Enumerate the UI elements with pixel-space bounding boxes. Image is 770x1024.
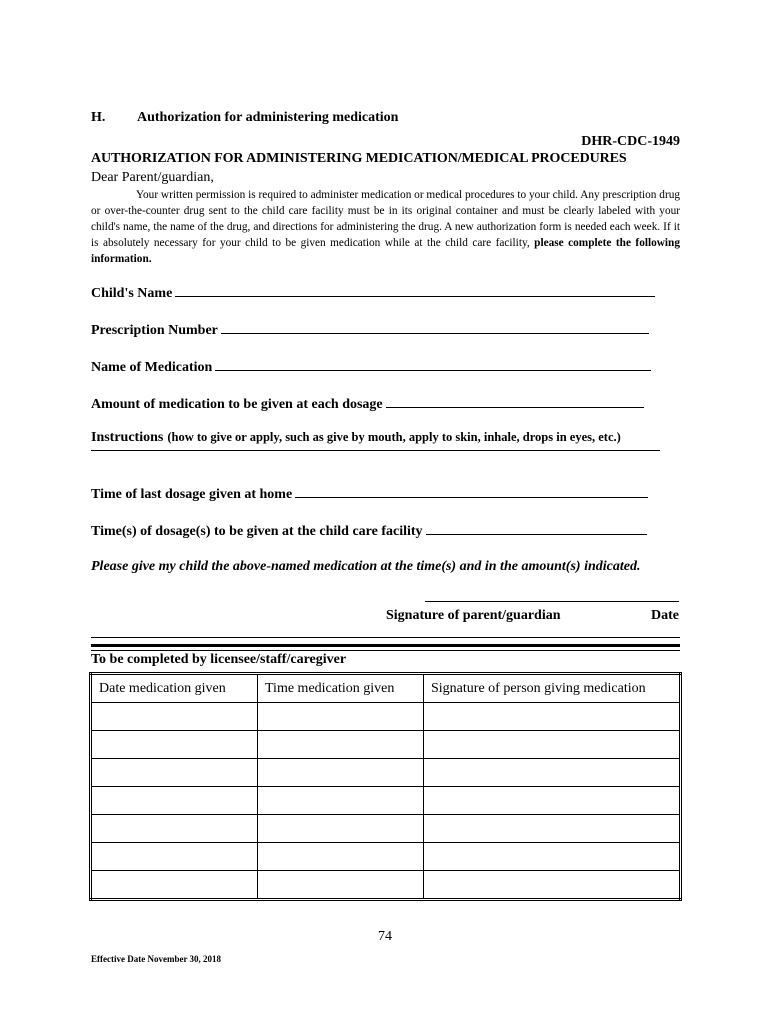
table-row (91, 815, 681, 843)
table-header-row (91, 674, 681, 703)
table-row (91, 843, 681, 871)
signature-label: Signature of parent/guardian (386, 608, 561, 623)
section-heading (91, 110, 398, 126)
staff-section-heading: To be completed by licensee/staff/caregiver (91, 652, 347, 667)
prescription-number-label: Prescription Number (91, 323, 218, 338)
prescription-number-field (91, 321, 649, 339)
column-header-time: Time medication given (258, 674, 424, 703)
last-dosage-label: Time of last dosage given at home (91, 487, 293, 502)
signature-cell[interactable] (424, 815, 681, 843)
instructions-input-line[interactable] (91, 450, 660, 451)
table-row (91, 703, 681, 731)
intro-text: Your written permission is required to administer medication or medical procedures to your child. Any prescription drug or over-the-counter drug sent to the child care facility must be in its original container and must be clearly labeled with your child's name, the name of the drug, and directions for administering the drug. A new authorization form is needed each week. If it is absolutely necessary for your child to be given medication while at the child care facility, (91, 189, 680, 249)
date-cell[interactable] (91, 759, 258, 787)
table-row (91, 759, 681, 787)
date-cell[interactable] (91, 731, 258, 759)
dosage-times-field (91, 522, 647, 540)
table-row (91, 787, 681, 815)
signature-cell[interactable] (424, 871, 681, 900)
date-label: Date (651, 608, 679, 623)
separator-line (91, 637, 680, 638)
signature-cell[interactable] (424, 703, 681, 731)
signature-cell[interactable] (424, 731, 681, 759)
medication-name-input-line[interactable] (215, 358, 651, 371)
time-cell[interactable] (258, 759, 424, 787)
table-row (91, 871, 681, 900)
signature-input-line[interactable] (425, 601, 679, 602)
child-name-input-line[interactable] (175, 284, 655, 297)
last-dosage-input-line[interactable] (295, 485, 648, 498)
salutation: Dear Parent/guardian, (91, 170, 214, 185)
time-cell[interactable] (258, 871, 424, 900)
effective-date-footer: Effective Date November 30, 2018 (91, 954, 222, 964)
instructions-label: Instructions (91, 430, 164, 445)
amount-label: Amount of medication to be given at each dosage (91, 397, 383, 412)
signature-cell[interactable] (424, 843, 681, 871)
child-name-field (91, 284, 655, 302)
time-cell[interactable] (258, 843, 424, 871)
amount-input-line[interactable] (386, 395, 644, 408)
authorization-statement: Please give my child the above-named medication at the time(s) and in the amount(s) indicated. (91, 559, 641, 574)
date-cell[interactable] (91, 843, 258, 871)
signature-cell[interactable] (424, 759, 681, 787)
date-cell[interactable] (91, 871, 258, 900)
time-cell[interactable] (258, 731, 424, 759)
dosage-times-input-line[interactable] (426, 522, 647, 535)
dosage-times-label: Time(s) of dosage(s) to be given at the child care facility (91, 524, 423, 539)
time-cell[interactable] (258, 815, 424, 843)
intro-paragraph (91, 187, 680, 267)
medication-name-field (91, 358, 651, 376)
column-header-signature: Signature of person giving medication (424, 674, 681, 703)
medication-log-table (89, 672, 682, 901)
instructions-note: (how to give or apply, such as give by mouth, apply to skin, inhale, drops in eyes, etc.) (167, 430, 621, 444)
last-dosage-field (91, 485, 648, 503)
form-title: AUTHORIZATION FOR ADMINISTERING MEDICATION/MEDICAL PROCEDURES (91, 151, 627, 166)
column-header-date: Date medication given (91, 674, 258, 703)
date-cell[interactable] (91, 703, 258, 731)
amount-field (91, 395, 644, 413)
child-name-label: Child's Name (91, 286, 173, 301)
date-cell[interactable] (91, 787, 258, 815)
table-row (91, 731, 681, 759)
form-code: DHR-CDC-1949 (581, 134, 680, 149)
instructions-field (91, 430, 621, 446)
section-letter: H. (91, 110, 106, 125)
date-cell[interactable] (91, 815, 258, 843)
page-number: 74 (378, 929, 392, 944)
signature-cell[interactable] (424, 787, 681, 815)
medication-name-label: Name of Medication (91, 360, 213, 375)
section-title: Authorization for administering medication (137, 110, 399, 125)
double-separator (91, 644, 680, 651)
intro-bold-end: please complete the following information. (91, 237, 680, 265)
time-cell[interactable] (258, 703, 424, 731)
time-cell[interactable] (258, 787, 424, 815)
prescription-number-input-line[interactable] (221, 321, 649, 334)
